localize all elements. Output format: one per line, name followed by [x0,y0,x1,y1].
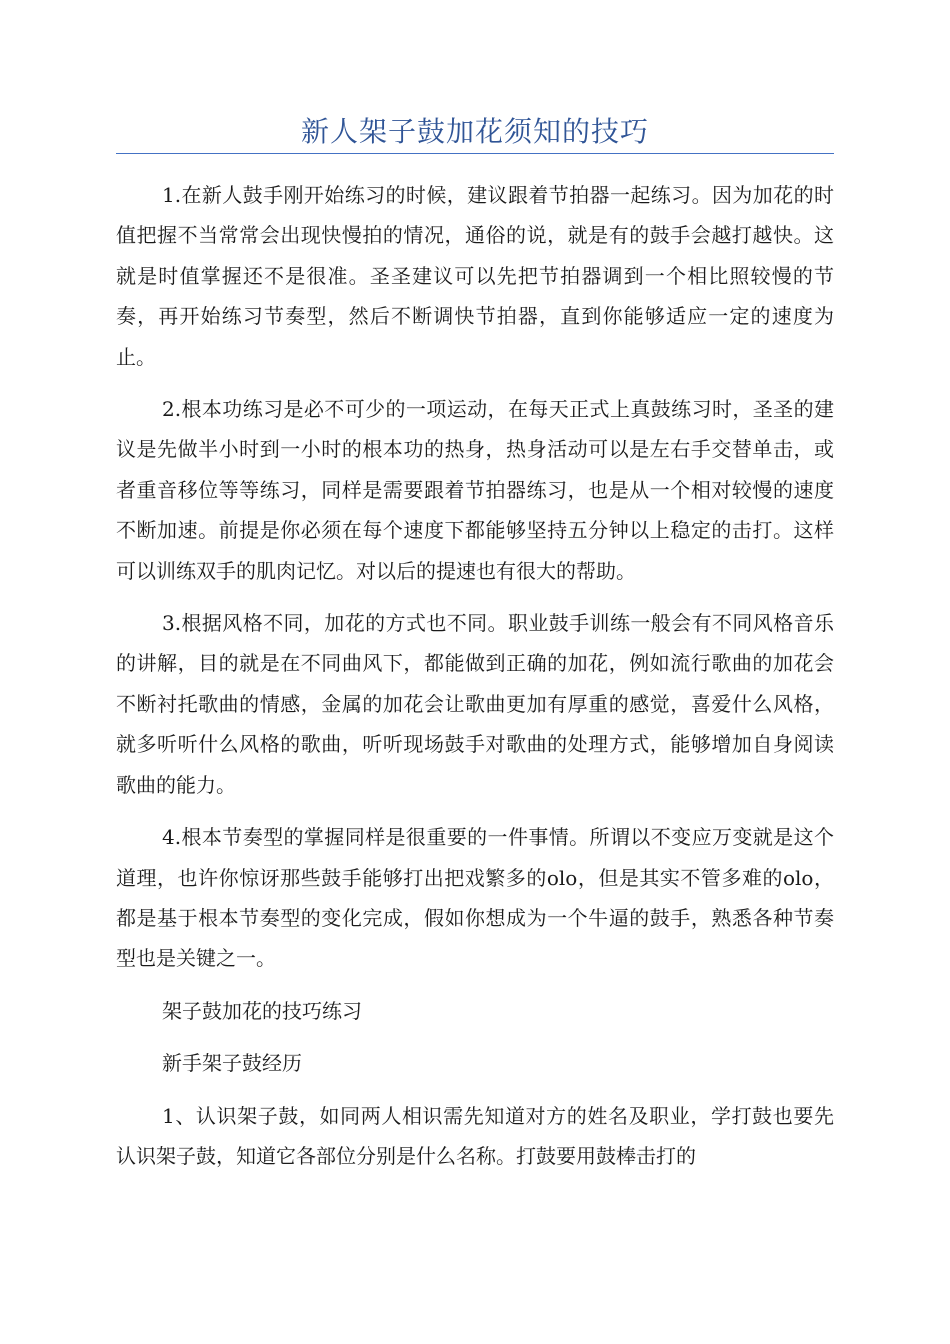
document-body [116,175,834,1188]
section-heading-techniques: 架子鼓加花的技巧练习 [162,998,362,1023]
title-underline [116,153,834,154]
paragraph-4: 4.根本节奏型的掌握同样是很重要的一件事情。所谓以不变应万变就是这个道理，也许你惊讶那些鼓手能够打出把戏繁多的olo，但是其实不管多难的olo，都是基于根本节奏型的变化完成，假如你想成为一个牛逼的鼓手，熟悉各种节奏型也是关键之一。 [116,825,834,971]
paragraph-2: 2.根本功练习是必不可少的一项运动，在每天正式上真鼓练习时，圣圣的建议是先做半小时到一小时的根本功的热身，热身活动可以是左右手交替单击，或者重音移位等等练习，同样是需要跟着节拍器练习，也是从一个相对较慢的速度不断加速。前提是你必须在每个速度下都能够坚持五分钟以上稳定的击打。这样可以训练双手的肌肉记忆。对以后的提速也有很大的帮助。 [116,397,834,583]
paragraph-3: 3.根据风格不同，加花的方式也不同。职业鼓手训练一般会有不同风格音乐的讲解，目的就是在不同曲风下，都能做到正确的加花，例如流行歌曲的加花会不断衬托歌曲的情感，金属的加花会让歌曲更加有厚重的感觉，喜爱什么风格，就多听听什么风格的歌曲，听听现场鼓手对歌曲的处理方式，能够增加自身阅读歌曲的能力。 [116,611,834,797]
paragraph-1: 1.在新人鼓手刚开始练习的时候，建议跟着节拍器一起练习。因为加花的时值把握不当常常会出现快慢拍的情况，通俗的说，就是有的鼓手会越打越快。这就是时值掌握还不是很准。圣圣建议可以先把节拍器调到一个相比照较慢的节奏，再开始练习节奏型，然后不断调快节拍器，直到你能够适应一定的速度为止。 [116,183,834,369]
paragraph-7: 1、认识架子鼓，如同两人相识需先知道对方的姓名及职业，学打鼓也要先认识架子鼓，知道它各部位分别是什么名称。打鼓要用鼓棒击打的 [116,1103,834,1168]
document-title: 新人架子鼓加花须知的技巧 [300,115,649,148]
section-heading-experience: 新手架子鼓经历 [162,1051,302,1076]
